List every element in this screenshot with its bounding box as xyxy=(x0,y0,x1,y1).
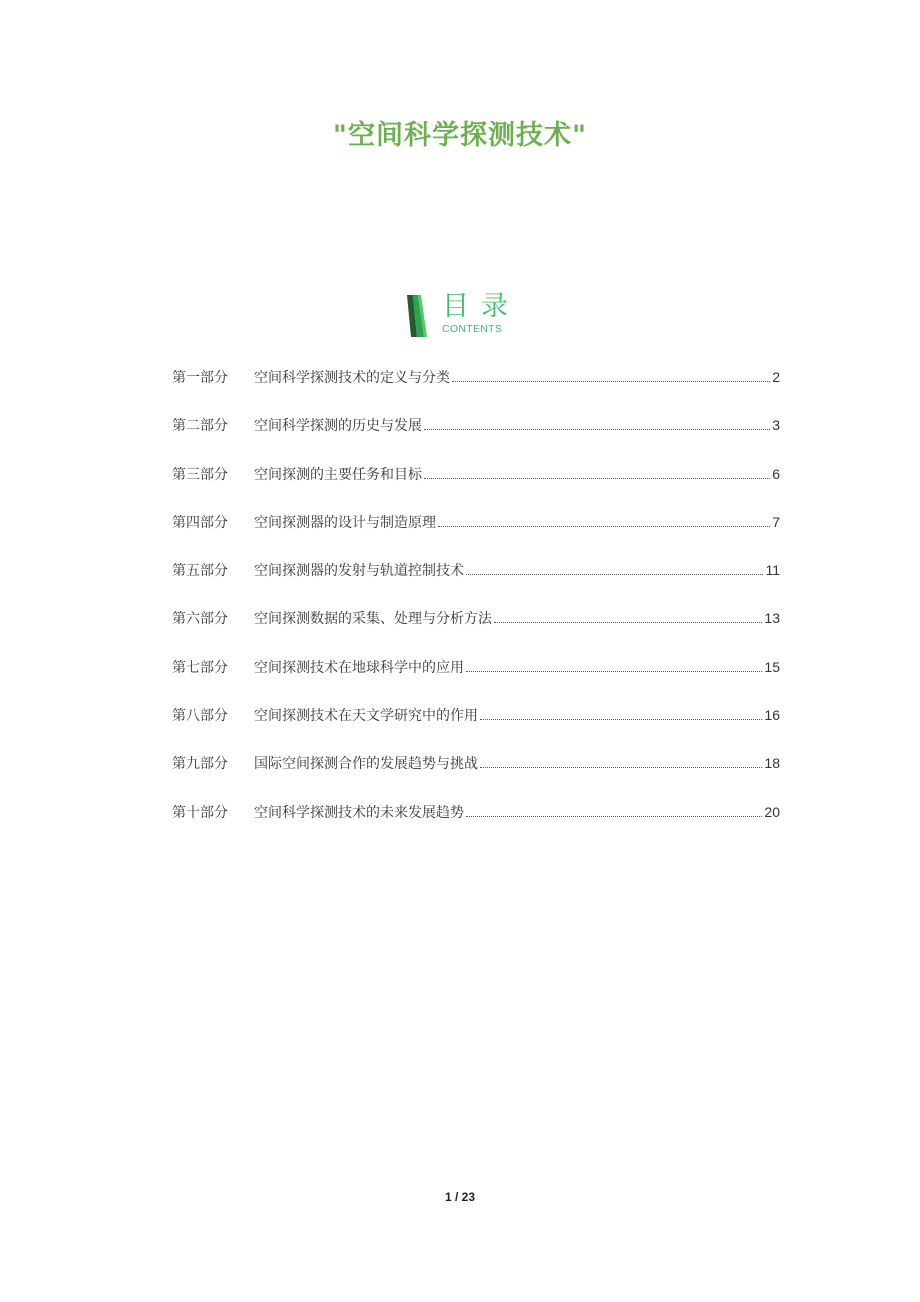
toc-entry-title: 空间科学探测技术的未来发展趋势 xyxy=(254,804,464,821)
toc-entry-5[interactable] xyxy=(172,559,780,607)
toc-dot-leader xyxy=(480,719,762,720)
toc-heading: 目录 xyxy=(442,291,520,322)
toc-page-number: 13 xyxy=(764,610,780,627)
toc-entry-9[interactable] xyxy=(172,752,780,800)
toc-page-number: 3 xyxy=(772,417,780,434)
toc-dot-leader xyxy=(466,574,763,575)
toc-part-label: 第五部分 xyxy=(172,563,228,580)
toc-dot-leader xyxy=(452,381,770,382)
toc-entry-3[interactable] xyxy=(172,463,780,511)
toc-entry-6[interactable] xyxy=(172,607,780,655)
toc-dot-leader xyxy=(494,622,762,623)
toc-page-number: 20 xyxy=(764,803,780,820)
toc-entry-10[interactable] xyxy=(172,801,780,849)
page-indicator: 1 / 23 xyxy=(444,1190,476,1204)
toc-dot-leader xyxy=(466,671,762,672)
toc-part-label: 第九部分 xyxy=(172,756,228,773)
document-title: "空间科学探测技术" xyxy=(332,120,588,151)
toc-entry-title: 空间科学探测的历史与发展 xyxy=(254,418,422,435)
toc-entry-title: 空间科学探测技术的定义与分类 xyxy=(254,370,450,386)
toc-part-label: 第三部分 xyxy=(172,466,228,483)
toc-subheading: CONTENTS xyxy=(442,323,503,335)
toc-entry-title: 空间探测器的设计与制造原理 xyxy=(254,514,436,531)
toc-entry-8[interactable] xyxy=(172,704,780,752)
toc-part-label: 第十部分 xyxy=(172,804,228,821)
table-of-contents xyxy=(172,366,780,849)
toc-entry-2[interactable] xyxy=(172,414,780,462)
toc-page-number: 2 xyxy=(772,369,780,385)
toc-part-label: 第二部分 xyxy=(172,418,228,435)
toc-entry-title: 空间探测的主要任务和目标 xyxy=(254,466,422,483)
toc-dot-leader xyxy=(466,816,762,817)
toc-page-number: 15 xyxy=(764,658,780,675)
toc-part-label: 第七部分 xyxy=(172,659,228,676)
toc-page-number: 18 xyxy=(764,755,780,772)
toc-part-label: 第六部分 xyxy=(172,611,228,628)
toc-dot-leader xyxy=(424,478,770,479)
toc-bar-icon xyxy=(405,295,427,337)
toc-entry-title: 国际空间探测合作的发展趋势与挑战 xyxy=(254,756,478,773)
toc-part-label: 第八部分 xyxy=(172,708,228,725)
toc-entry-title: 空间探测技术在地球科学中的应用 xyxy=(254,659,464,676)
toc-dot-leader xyxy=(424,429,770,430)
toc-page-number: 6 xyxy=(772,465,780,482)
toc-entry-7[interactable] xyxy=(172,656,780,704)
toc-entry-title: 空间探测器的发射与轨道控制技术 xyxy=(254,563,464,580)
toc-header xyxy=(405,291,520,337)
toc-page-number: 7 xyxy=(772,513,780,530)
toc-part-label: 第一部分 xyxy=(172,370,228,386)
toc-page-number: 16 xyxy=(764,707,780,724)
toc-entry-1[interactable] xyxy=(172,366,780,414)
toc-entry-title: 空间探测技术在天文学研究中的作用 xyxy=(254,708,478,725)
toc-entry-4[interactable] xyxy=(172,511,780,559)
toc-entry-title: 空间探测数据的采集、处理与分析方法 xyxy=(254,611,492,628)
toc-page-number: 11 xyxy=(765,562,780,579)
toc-part-label: 第四部分 xyxy=(172,514,228,531)
toc-dot-leader xyxy=(438,526,770,527)
toc-dot-leader xyxy=(480,767,762,768)
